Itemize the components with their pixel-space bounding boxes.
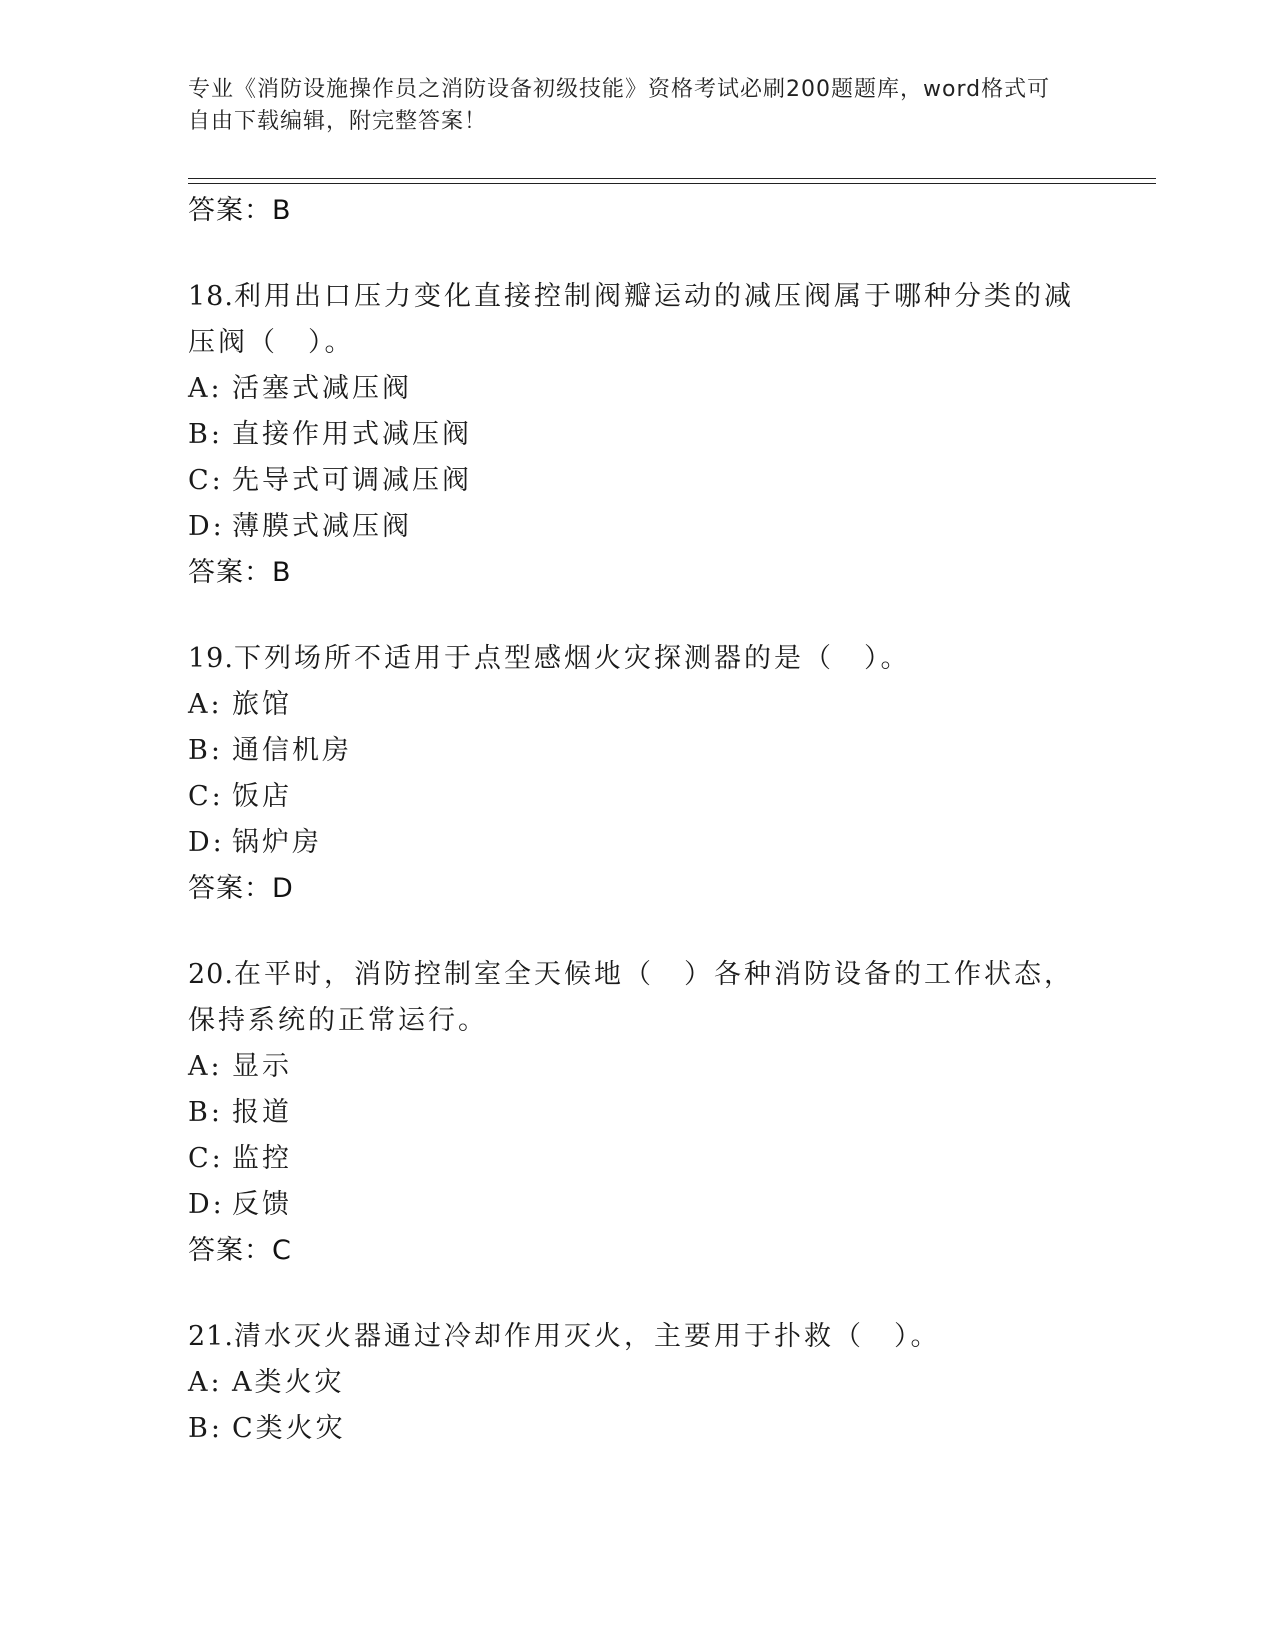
question-text: 清水灭火器通过冷却作用灭火，主要用于扑救（ ）。 (233, 1321, 941, 1352)
header-divider-top (188, 178, 1156, 179)
question-number: 21. (188, 1321, 234, 1352)
option-text: 反馈 (232, 1189, 292, 1220)
option-letter: B: (188, 419, 223, 450)
document-header: 专业《消防设施操作员之消防设备初级技能》资格考试必刷200题题库，word格式可自由下载编辑，附完整答案！ (188, 77, 1051, 134)
option-text: 监控 (232, 1143, 292, 1174)
option-text: 活塞式减压阀 (232, 373, 412, 404)
question-answer: 答案：D (188, 873, 294, 904)
question-18 (188, 274, 1088, 596)
option-letter: A: (188, 1051, 223, 1082)
option-d (188, 1182, 1088, 1228)
option-letter: B: (188, 735, 223, 766)
question-answer: 答案：B (188, 557, 292, 588)
option-letter: B: (188, 1097, 223, 1128)
option-c (188, 774, 1088, 820)
option-d (188, 504, 1088, 550)
option-b (188, 1406, 1088, 1452)
option-letter: A: (188, 1367, 223, 1398)
question-answer: 答案：C (188, 1235, 292, 1266)
question-20 (188, 952, 1088, 1274)
option-text: 薄膜式减压阀 (232, 511, 412, 542)
option-letter: C: (188, 465, 224, 496)
option-letter: C: (188, 1143, 224, 1174)
question-number: 20. (188, 959, 234, 990)
option-letter: D: (188, 827, 225, 858)
previous-answer: 答案：B (188, 195, 292, 226)
question-stem (188, 636, 1088, 682)
question-stem (188, 952, 1088, 1044)
option-text: C类火灾 (232, 1413, 346, 1444)
option-b (188, 728, 1088, 774)
option-d (188, 820, 1088, 866)
option-text: 先导式可调减压阀 (232, 465, 472, 496)
option-b (188, 1090, 1088, 1136)
question-stem (188, 274, 1088, 366)
option-letter: D: (188, 511, 225, 542)
option-text: 饭店 (232, 781, 292, 812)
option-text: 直接作用式减压阀 (232, 419, 472, 450)
question-list (188, 188, 1088, 1452)
option-a (188, 682, 1088, 728)
question-text: 利用出口压力变化直接控制阀瓣运动的减压阀属于哪种分类的减压阀（ ）。 (188, 281, 1074, 358)
question-text: 下列场所不适用于点型感烟火灾探测器的是（ ）。 (233, 643, 911, 674)
question-number: 18. (188, 281, 234, 312)
option-letter: C: (188, 781, 224, 812)
option-a (188, 366, 1088, 412)
option-c (188, 458, 1088, 504)
question-number: 19. (188, 643, 234, 674)
option-a (188, 1044, 1088, 1090)
question-21 (188, 1314, 1088, 1452)
option-text: 显示 (232, 1051, 292, 1082)
option-text: 锅炉房 (232, 827, 322, 858)
question-stem (188, 1314, 1088, 1360)
option-a (188, 1360, 1088, 1406)
option-text: A类火灾 (232, 1367, 345, 1398)
option-text: 报道 (232, 1097, 292, 1128)
option-c (188, 1136, 1088, 1182)
option-b (188, 412, 1088, 458)
option-letter: A: (188, 689, 223, 720)
option-text: 旅馆 (232, 689, 292, 720)
question-19 (188, 636, 1088, 912)
question-text: 在平时，消防控制室全天候地（ ）各种消防设备的工作状态，保持系统的正常运行。 (188, 959, 1074, 1036)
option-letter: B: (188, 1413, 223, 1444)
option-letter: A: (188, 373, 223, 404)
header-divider-bottom (188, 183, 1156, 184)
option-letter: D: (188, 1189, 225, 1220)
option-text: 通信机房 (232, 735, 352, 766)
